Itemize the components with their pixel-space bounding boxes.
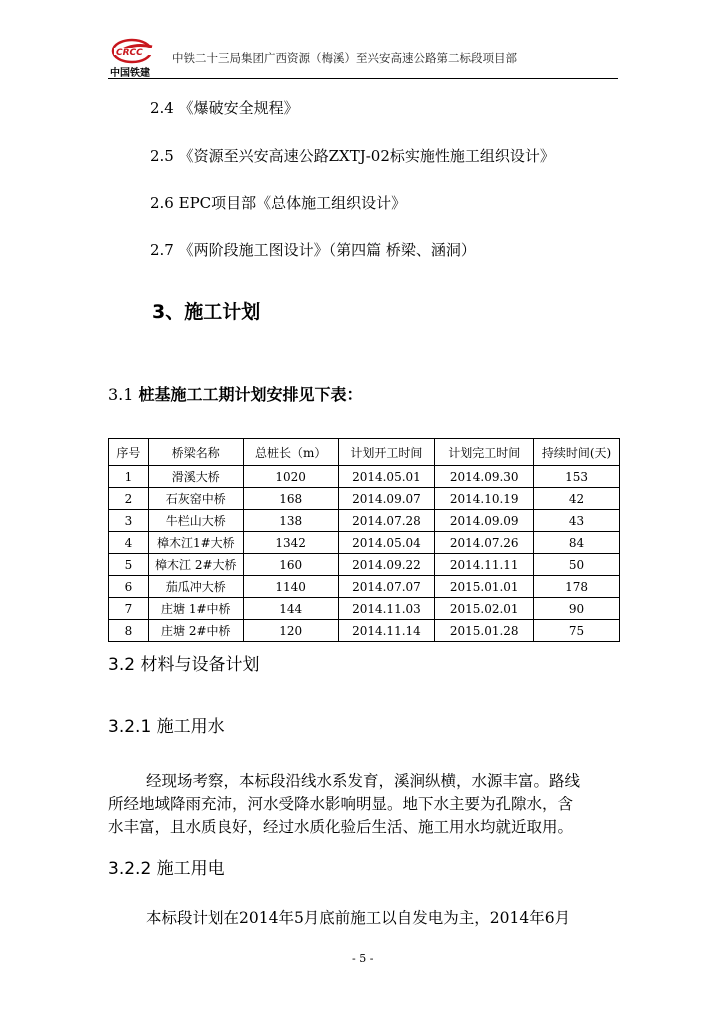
pile-schedule-table (108, 438, 620, 642)
table-row (109, 510, 620, 532)
reference-item: 2.4 《爆破安全规程》 (150, 99, 299, 117)
table-cell: 7 (109, 598, 149, 620)
section-3-1-title: 桩基施工工期计划安排见下表： (138, 385, 363, 404)
page-header (108, 38, 618, 79)
table-cell: 1140 (243, 576, 338, 598)
table-cell: 1020 (243, 466, 338, 488)
section-3-2-heading: 3.2 材料与设备计划 (108, 655, 260, 675)
table-cell: 2015.02.01 (435, 598, 534, 620)
column-header: 序号 (109, 439, 149, 466)
section-3-2-1-heading: 3.2.1 施工用水 (108, 717, 225, 737)
table-row (109, 532, 620, 554)
section-3-1-heading (108, 382, 363, 405)
paragraph-line: 经现场考察，本标段沿线水系发育，溪涧纵横，水源丰富。路线 (146, 772, 581, 790)
column-header: 持续时间(天) (534, 439, 620, 466)
table-cell: 43 (534, 510, 620, 532)
table-cell: 庄塘 2#中桥 (148, 620, 243, 642)
table-cell: 138 (243, 510, 338, 532)
crcc-logo (108, 38, 164, 79)
table-cell: 4 (109, 532, 149, 554)
table-cell: 8 (109, 620, 149, 642)
table-cell: 2 (109, 488, 149, 510)
table-row (109, 620, 620, 642)
water-paragraph (108, 770, 620, 839)
table-cell: 樟木江1#大桥 (148, 532, 243, 554)
table-cell: 2014.07.07 (338, 576, 435, 598)
table-cell: 84 (534, 532, 620, 554)
paragraph-line: 水丰富，且水质良好，经过水质化验后生活、施工用水均就近取用。 (108, 818, 574, 836)
table-row (109, 576, 620, 598)
table-cell: 2015.01.01 (435, 576, 534, 598)
table-cell: 144 (243, 598, 338, 620)
column-header: 计划开工时间 (338, 439, 435, 466)
table-cell: 1342 (243, 532, 338, 554)
table-cell: 2014.05.04 (338, 532, 435, 554)
table-cell: 178 (534, 576, 620, 598)
table-cell: 2014.11.11 (435, 554, 534, 576)
table-cell: 樟木江 2#大桥 (148, 554, 243, 576)
table-cell: 2014.10.19 (435, 488, 534, 510)
table-cell: 2014.11.14 (338, 620, 435, 642)
table-cell: 153 (534, 466, 620, 488)
table-cell: 120 (243, 620, 338, 642)
table-cell: 2014.07.26 (435, 532, 534, 554)
table-cell: 2014.07.28 (338, 510, 435, 532)
column-header: 桥梁名称 (148, 439, 243, 466)
column-header: 总桩长（m） (243, 439, 338, 466)
crcc-logo-icon (108, 38, 164, 66)
section-3-heading: 3、施工计划 (152, 301, 261, 323)
table-cell: 5 (109, 554, 149, 576)
table-cell: 滑溪大桥 (148, 466, 243, 488)
table-cell: 2014.09.22 (338, 554, 435, 576)
table-cell: 2014.09.30 (435, 466, 534, 488)
section-3-2-2-heading: 3.2.2 施工用电 (108, 859, 225, 879)
logo-mark: CRCC (116, 48, 143, 58)
table-cell: 90 (534, 598, 620, 620)
column-header: 计划完工时间 (435, 439, 534, 466)
reference-item: 2.6 EPC项目部《总体施工组织设计》 (150, 194, 407, 212)
table-cell: 42 (534, 488, 620, 510)
table-cell: 3 (109, 510, 149, 532)
table-cell: 石灰窑中桥 (148, 488, 243, 510)
table-cell: 2014.11.03 (338, 598, 435, 620)
table-cell: 2014.09.09 (435, 510, 534, 532)
table-cell: 50 (534, 554, 620, 576)
table-row (109, 598, 620, 620)
table-row (109, 488, 620, 510)
section-3-1-number: 3.1 (108, 385, 134, 404)
table-cell: 2014.09.07 (338, 488, 435, 510)
page-number: - 5 - (352, 952, 374, 965)
table-header-row (109, 439, 620, 466)
table-cell: 2014.05.01 (338, 466, 435, 488)
power-paragraph-line: 本标段计划在2014年5月底前施工以自发电为主，2014年6月 (146, 909, 571, 927)
table-cell: 庄塘 1#中桥 (148, 598, 243, 620)
table-cell: 160 (243, 554, 338, 576)
table-cell: 6 (109, 576, 149, 598)
table-row (109, 466, 620, 488)
table-row (109, 554, 620, 576)
table-cell: 75 (534, 620, 620, 642)
table-cell: 1 (109, 466, 149, 488)
header-title: 中铁二十三局集团广西资源（梅溪）至兴安高速公路第二标段项目部 (172, 51, 517, 65)
reference-item: 2.5 《资源至兴安高速公路ZXTJ-02标实施性施工组织设计》 (150, 147, 555, 165)
logo-text: 中国铁建 (110, 68, 150, 79)
table-cell: 牛栏山大桥 (148, 510, 243, 532)
table-cell: 茄瓜冲大桥 (148, 576, 243, 598)
table-cell: 168 (243, 488, 338, 510)
table-cell: 2015.01.28 (435, 620, 534, 642)
reference-item: 2.7 《两阶段施工图设计》（第四篇 桥梁、涵洞） (150, 241, 476, 259)
paragraph-line: 所经地域降雨充沛，河水受降水影响明显。地下水主要为孔隙水，含 (108, 795, 574, 813)
